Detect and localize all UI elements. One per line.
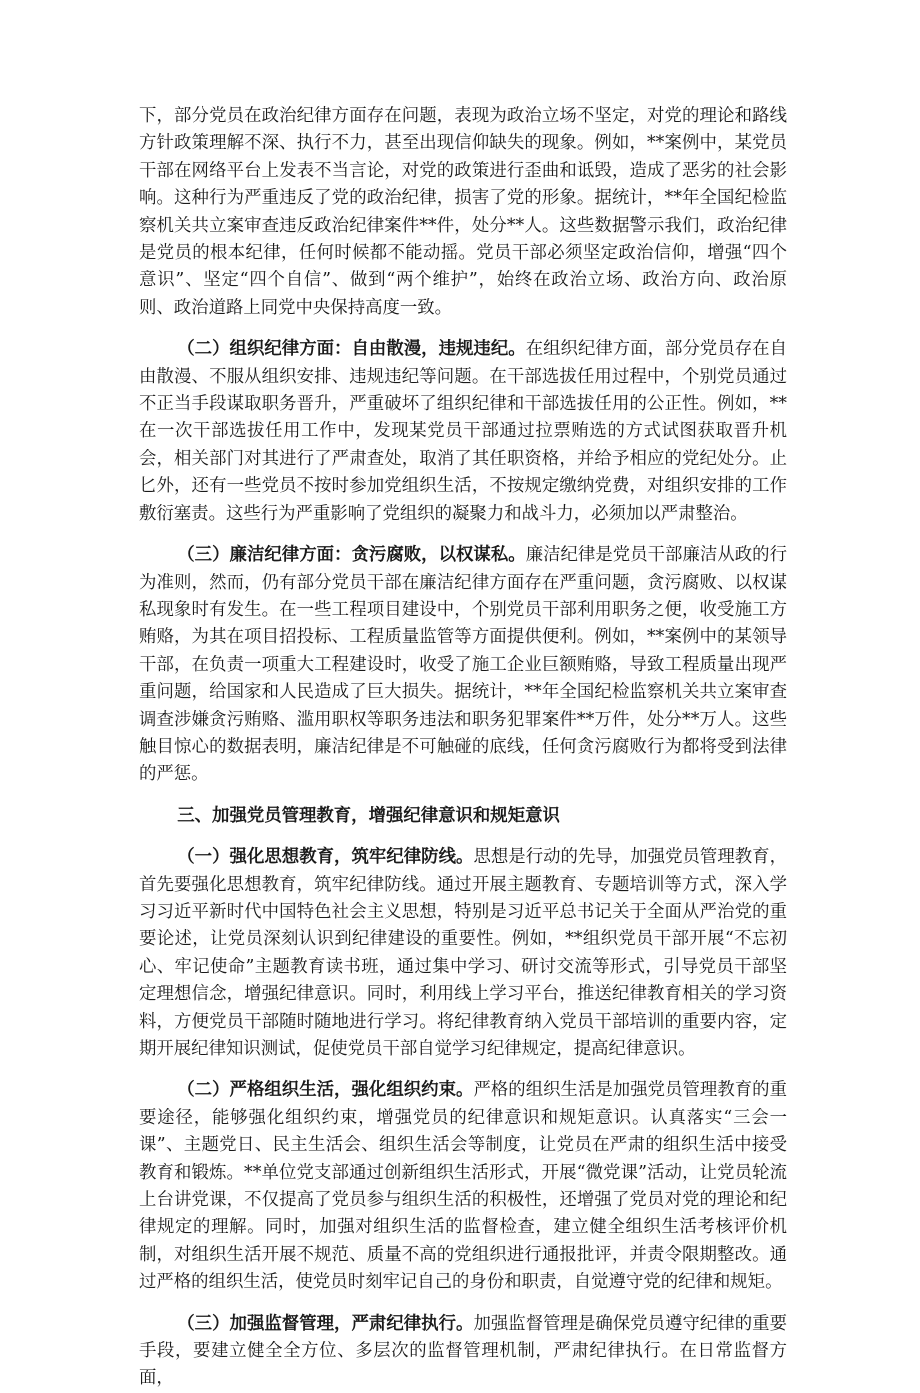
paragraph-lead: （二）严格组织生活，强化组织约束。 <box>177 1080 474 1101</box>
paragraph-lead: （三）廉洁纪律方面：贪污腐败，以权谋私。 <box>177 545 526 566</box>
paragraph-text: 加强监督管理是确保党员遵守纪律的重要手段，要建立健全全方位、多层次的监督管理机制，严肃纪律执行。在日常监督方面， <box>139 1313 787 1389</box>
paragraph-lead: （二）组织纪律方面：自由散漫，违规违纪。 <box>177 339 526 360</box>
paragraph-integrity-discipline <box>139 542 787 789</box>
paragraph-organizational-life <box>139 1077 787 1296</box>
paragraph-text: 严格的组织生活是加强党员管理教育的重要途径，能够强化组织约束，增强党员的纪律意识和规矩意识。认真落实“三会一课”、主题党日、民主生活会、组织生活会等制度，让党员在严肃的组织生活中接受教育和锻炼。**单位党支部通过创新组织生活形式，开展“微党课”活动，让党员轮流上台讲党课，不仅提高了党员参与组织生活的积极性，还增强了党员对党的理论和纪律规定的理解。同时，加强对组织生活的监督检查，建立健全组织生活考核评价机制，对组织生活开展不规范、质量不高的党组织进行通报批评，并责令限期整改。通过严格的组织生活，使党员时刻牢记自己的身份和职责，自觉遵守党的纪律和规矩。 <box>139 1080 787 1293</box>
paragraph-text: 在组织纪律方面，部分党员存在自由散漫、不服从组织安排、违规违纪等问题。在干部选拔任用过程中，个别党员通过不正当手段谋取职务晋升，严重破坏了组织纪律和干部选拔任用的公正性。例如，**在一次干部选拔任用工作中，发现某党员干部通过拉票贿选的方式试图获取晋升机会，相关部门对其进行了严肃查处，取消了其任职资格，并给予相应的党纪处分。止匕外，还有一些党员不按时参加党组织生活，不按规定缴纳党费，对组织安排的工作敷衍塞责。这些行为严重影响了党组织的凝聚力和战斗力，必须加以严肃整治。 <box>139 339 787 524</box>
paragraph-lead: （一）强化思想教育，筑牢纪律防线。 <box>177 847 474 868</box>
paragraph-organizational-discipline <box>139 336 787 528</box>
paragraph-text: 思想是行动的先导，加强党员管理教育，首先要强化思想教育，筑牢纪律防线。通过开展主题教育、专题培训等方式，深入学习习近平新时代中国特色社会主义思想，特别是习近平总书记关于全面从严治党的重要论述，让党员深刻认识到纪律建设的重要性。例如，**组织党员干部开展“不忘初心、牢记使命”主题教育读书班，通过集中学习、研讨交流等形式，引导党员干部坚定理想信念，增强纪律意识。同时，利用线上学习平台，推送纪律教育相关的学习资料，方便党员干部随时随地进行学习。将纪律教育纳入党员干部培训的重要内容，定期开展纪律知识测试，促使党员干部自觉学习纪律规定，提高纪律意识。 <box>139 847 787 1059</box>
paragraph-text: 下，部分党员在政治纪律方面存在问题，表现为政治立场不坚定，对党的理论和路线方针政策理解不深、执行不力，甚至出现信仰缺失的现象。例如，**案例中，某党员干部在网络平台上发表不当言论，对党的政策进行歪曲和诋毁，造成了恶劣的社会影响。这种行为严重违反了党的政治纪律，损害了党的形象。据统计，**年全国纪检监察机关共立案审查违反政治纪律案件**件，处分**人。这些数据警示我们，政治纪律是党员的根本纪律，任何时候都不能动摇。党员干部必须坚定政治信仰，增强“四个意识”、坚定“四个自信”、做到“两个维护”，始终在政治立场、政治方向、政治原则、政治道路上同党中央保持高度一致。 <box>139 106 787 318</box>
section-heading: 三、加强党员管理教育，增强纪律意识和规矩意识 <box>177 805 560 826</box>
paragraph-text: 廉洁纪律是党员干部廉洁从政的行为准则，然而，仍有部分党员干部在廉洁纪律方面存在严重问题，贪污腐败、以权谋私现象时有发生。在一些工程项目建设中，个别党员干部利用职务之便，收受施工方贿赂，为其在项目招投标、工程质量监管等方面提供便利。例如，**案例中的某领导干部，在负责一项重大工程建设时，收受了施工企业巨额贿赂，导致工程质量出现严重问题，给国家和人民造成了巨大损失。据统计，**年全国纪检监察机关共立案审查调查涉嫌贪污贿赂、滥用职权等职务违法和职务犯罪案件**万件，处分**万人。这些触目惊心的数据表明，廉洁纪律是不可触碰的底线，任何贪污腐败行为都将受到法律的严惩。 <box>139 545 787 785</box>
paragraph-ideological-education <box>139 844 787 1063</box>
paragraph-political-discipline <box>139 103 787 322</box>
paragraph-supervision <box>139 1311 787 1393</box>
paragraph-lead: （三）加强监督管理，严肃纪律执行。 <box>177 1313 474 1334</box>
